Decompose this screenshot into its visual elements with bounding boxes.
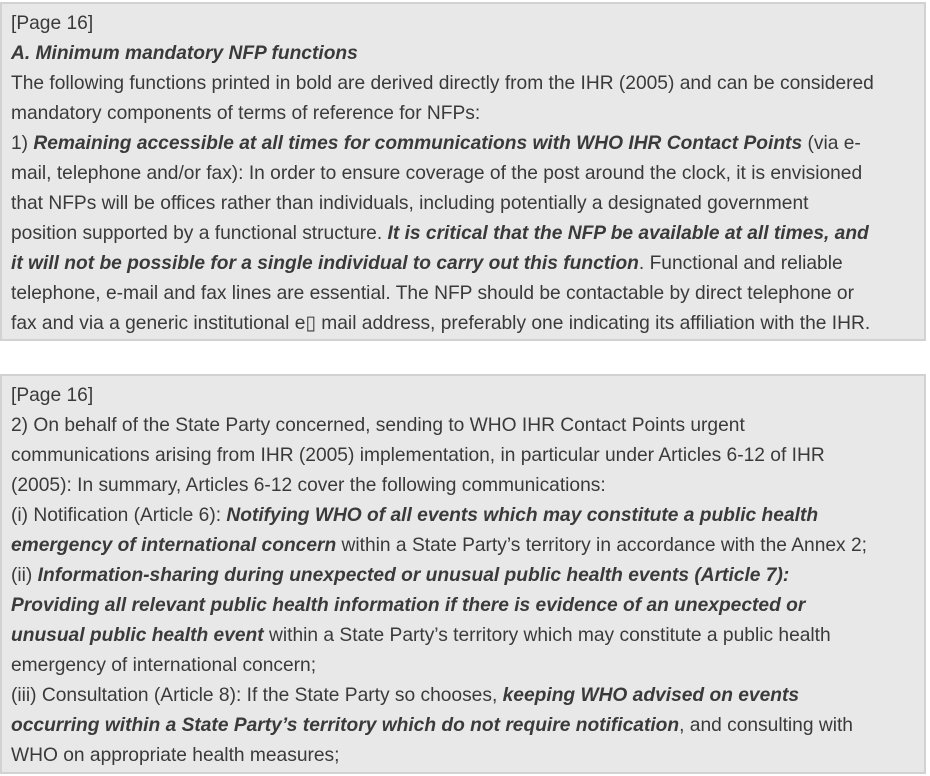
subitem-ii-line <box>11 561 915 591</box>
subitem-i-line <box>11 501 915 531</box>
body-text-line: mail, telephone and/or fax): In order to ensure coverage of the post around the clock, it is envisioned <box>11 163 863 184</box>
emphasis-text: unusual public health event <box>11 625 264 646</box>
body-text-line <box>11 621 915 651</box>
emphasis-text: occurring within a State Party’s territory which do not require notification <box>11 715 680 736</box>
section-heading: A. Minimum mandatory NFP functions <box>11 43 358 64</box>
emphasis-text: It is critical that the NFP be available at all times, and <box>387 223 869 244</box>
emphasis-text: emergency of international concern <box>11 535 337 556</box>
body-text: position supported by a functional structure. <box>11 223 388 244</box>
subitem-iii-line <box>11 681 915 711</box>
emphasis-text: keeping WHO advised on events <box>502 685 800 706</box>
body-text-line <box>11 531 915 561</box>
emphasis-text: Notifying WHO of all events which may constitute a public health <box>226 505 819 526</box>
item-number: 1) <box>11 133 34 154</box>
emphasis-text: Remaining accessible at all times for communications with WHO IHR Contact Points <box>33 133 803 154</box>
body-text: within a State Party’s territory which may constitute a public health <box>263 625 831 646</box>
body-text: (via e- <box>802 133 861 154</box>
body-text-line: telephone, e-mail and fax lines are essential. The NFP should be contactable by direct telephone or <box>11 283 854 304</box>
body-text-line: fax and via a generic institutional e▯ mail address, preferably one indicating its affiliation with the IHR. <box>11 313 871 334</box>
body-text-line <box>11 219 915 249</box>
body-text: (ii) <box>11 565 38 586</box>
excerpt-box-1 <box>0 2 926 341</box>
body-text-line: communications arising from IHR (2005) implementation, in particular under Articles 6-12 of IHR <box>11 445 825 466</box>
item-2-line: 2) On behalf of the State Party concerned, sending to WHO IHR Contact Points urgent <box>11 415 745 436</box>
body-text-line: emergency of international concern; <box>11 655 317 676</box>
intro-text-line: The following functions printed in bold are derived directly from the IHR (2005) and can be considered <box>11 73 874 94</box>
item-1-line <box>11 129 915 159</box>
page-reference: [Page 16] <box>11 385 94 406</box>
body-text-line <box>11 711 915 741</box>
body-text-line: (2005): In summary, Articles 6-12 cover the following communications: <box>11 475 606 496</box>
excerpt-box-2 <box>0 374 926 774</box>
body-text: (iii) Consultation (Article 8): If the State Party so chooses, <box>11 685 503 706</box>
body-text: , and consulting with <box>679 715 853 736</box>
body-text-line: WHO on appropriate health measures; <box>11 745 340 766</box>
intro-text-line: mandatory components of terms of reference for NFPs: <box>11 103 481 124</box>
emphasis-text: Providing all relevant public health information if there is evidence of an unexpected or <box>11 595 806 616</box>
emphasis-text: it will not be possible for a single individual to carry out this function <box>11 253 639 274</box>
body-text: within a State Party’s territory in accordance with the Annex 2; <box>336 535 867 556</box>
body-text-line <box>11 249 915 279</box>
emphasis-text: Information-sharing during unexpected or unusual public health events (Article 7): <box>37 565 790 586</box>
body-text-line: that NFPs will be offices rather than individuals, including potentially a designated government <box>11 193 809 214</box>
page-reference: [Page 16] <box>11 13 94 34</box>
body-text: . Functional and reliable <box>638 253 843 274</box>
body-text: (i) Notification (Article 6): <box>11 505 227 526</box>
